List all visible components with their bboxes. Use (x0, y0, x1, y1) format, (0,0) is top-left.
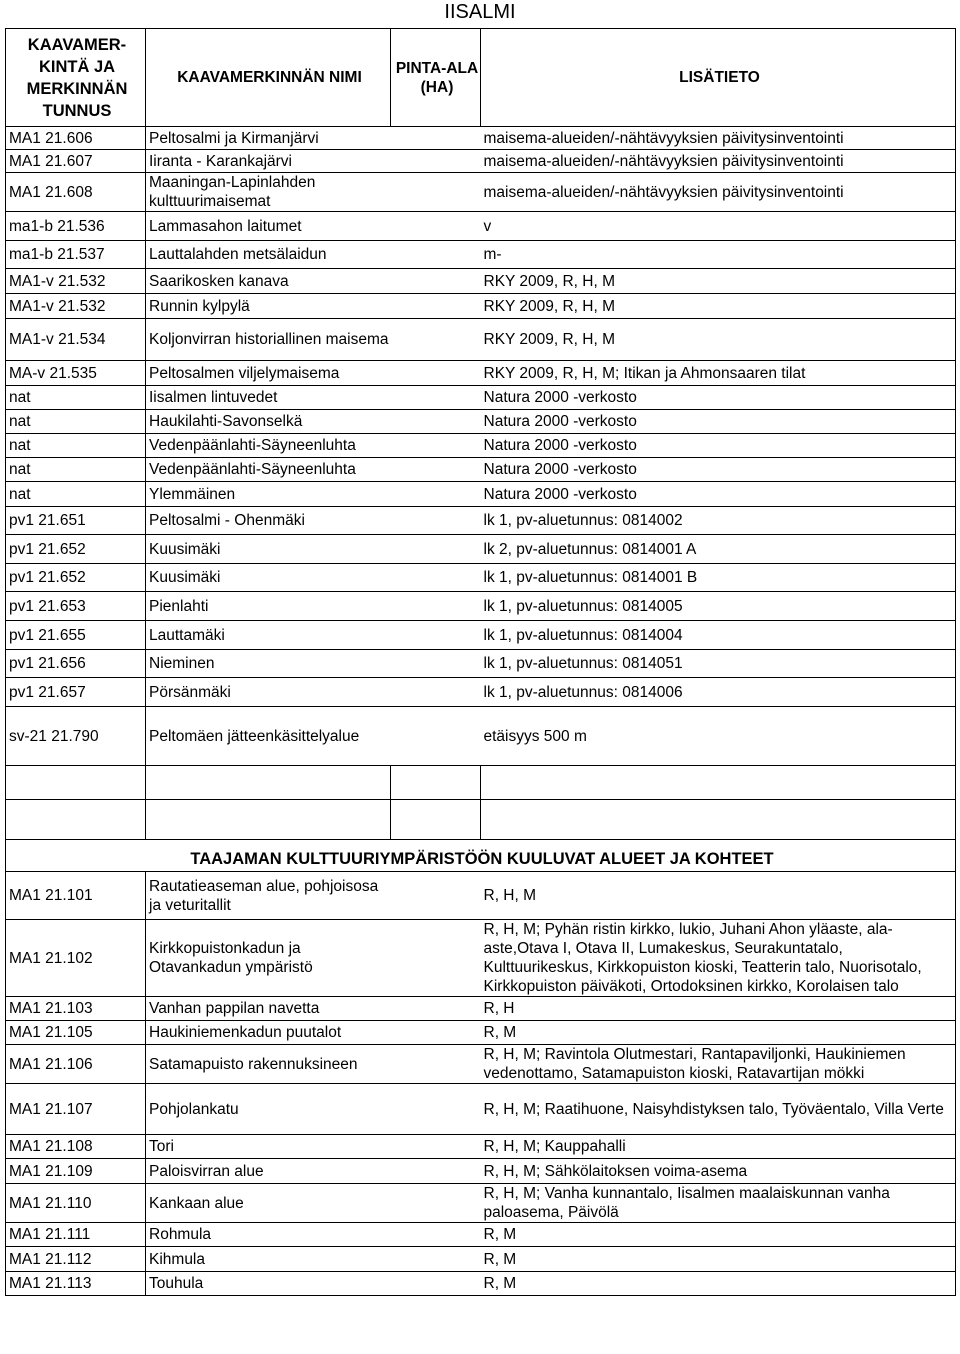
table-row (6, 1272, 956, 1296)
row-name: Vanhan pappilan navetta (146, 997, 391, 1021)
table-row (6, 319, 956, 361)
row-area (391, 482, 481, 507)
row-area (391, 127, 481, 150)
row-code: MA1 21.107 (6, 1084, 146, 1135)
row-code: MA1 21.607 (6, 150, 146, 173)
row-name: Runnin kylpylä (146, 294, 391, 319)
empty-row (6, 766, 956, 800)
row-code: MA1-v 21.534 (6, 319, 146, 361)
table-row (6, 1021, 956, 1045)
row-info: R, H, M; Ravintola Olutmestari, Rantapaviljonki, Haukiniemen vedenottamo, Satamapuiston kioski, Ratavartijan mökki (481, 1045, 956, 1084)
table-row (6, 212, 956, 241)
page-title: IISALMI (444, 1, 516, 23)
row-area (391, 997, 481, 1021)
row-name: Tori (146, 1135, 391, 1159)
row-info: R, H, M; Raatihuone, Naisyhdistyksen talo, Työväentalo, Villa Verte (481, 1084, 956, 1135)
row-area (391, 1045, 481, 1084)
row-area (391, 1159, 481, 1184)
table-row (6, 535, 956, 564)
row-info: Natura 2000 -verkosto (481, 434, 956, 458)
table-row (6, 127, 956, 150)
row-code: MA1 21.102 (6, 920, 146, 997)
row-info: R, H, M (481, 872, 956, 920)
row-area (391, 707, 481, 766)
row-name: Pohjolankatu (146, 1084, 391, 1135)
table-row (6, 1045, 956, 1084)
row-name: Kirkkopuistonkadun ja Otavankadun ympäristö (146, 920, 391, 997)
col-header-info: LISÄTIETO (481, 29, 956, 127)
row-area (391, 241, 481, 269)
row-info: R, M (481, 1272, 956, 1296)
row-area (391, 1247, 481, 1272)
row-info: lk 1, pv-aluetunnus: 0814051 (481, 650, 956, 678)
row-area (391, 678, 481, 707)
row-area (391, 212, 481, 241)
col-header-name: KAAVAMERKINNÄN NIMI (146, 29, 391, 127)
row-info: RKY 2009, R, H, M (481, 319, 956, 361)
empty-cell (481, 766, 956, 800)
row-info: Natura 2000 -verkosto (481, 458, 956, 482)
row-name: Koljonvirran historiallinen maisema (146, 319, 391, 361)
row-name: Haukilahti-Savonselkä (146, 410, 391, 434)
table-row (6, 361, 956, 386)
row-code: MA1 21.108 (6, 1135, 146, 1159)
row-area (391, 592, 481, 621)
row-code: MA1 21.608 (6, 173, 146, 212)
table-row (6, 434, 956, 458)
table-row (6, 482, 956, 507)
table-row (6, 410, 956, 434)
row-area (391, 507, 481, 535)
row-code: pv1 21.652 (6, 564, 146, 592)
row-code: pv1 21.652 (6, 535, 146, 564)
row-area (391, 920, 481, 997)
row-info: maisema-alueiden/-nähtävyyksien päivitysinventointi (481, 150, 956, 173)
row-code: MA1-v 21.532 (6, 294, 146, 319)
row-name: Rohmula (146, 1223, 391, 1247)
row-code: pv1 21.656 (6, 650, 146, 678)
row-code: pv1 21.655 (6, 621, 146, 650)
row-code: MA1 21.113 (6, 1272, 146, 1296)
row-code: nat (6, 434, 146, 458)
row-info: maisema-alueiden/-nähtävyyksien päivitysinventointi (481, 173, 956, 212)
empty-cell (146, 800, 391, 840)
row-info: R, H (481, 997, 956, 1021)
row-info: lk 1, pv-aluetunnus: 0814001 B (481, 564, 956, 592)
empty-cell (481, 800, 956, 840)
row-info: etäisyys 500 m (481, 707, 956, 766)
row-area (391, 621, 481, 650)
row-area (391, 872, 481, 920)
row-name: Peltomäen jätteenkäsittelyalue (146, 707, 391, 766)
row-name: Kankaan alue (146, 1184, 391, 1223)
row-name: Rautatieaseman alue, pohjoisosa ja veturitallit (146, 872, 391, 920)
row-name: Lammasahon laitumet (146, 212, 391, 241)
row-area (391, 1084, 481, 1135)
row-name: Peltosalmi ja Kirmanjärvi (146, 127, 391, 150)
row-area (391, 650, 481, 678)
row-name: Haukiniemenkadun puutalot (146, 1021, 391, 1045)
row-name: Lauttamäki (146, 621, 391, 650)
table-row (6, 150, 956, 173)
table-row (6, 1184, 956, 1223)
row-info: Natura 2000 -verkosto (481, 482, 956, 507)
table-row (6, 269, 956, 294)
empty-cell (146, 766, 391, 800)
row-name: Maaningan-Lapinlahden kulttuurimaisemat (146, 173, 391, 212)
row-area (391, 294, 481, 319)
row-code: nat (6, 458, 146, 482)
row-info: lk 1, pv-aluetunnus: 0814004 (481, 621, 956, 650)
row-area (391, 150, 481, 173)
row-name: Nieminen (146, 650, 391, 678)
row-info: Natura 2000 -verkosto (481, 410, 956, 434)
row-name: Lauttalahden metsälaidun (146, 241, 391, 269)
row-code: pv1 21.651 (6, 507, 146, 535)
row-code: MA1 21.110 (6, 1184, 146, 1223)
row-name: Kihmula (146, 1247, 391, 1272)
empty-cell (6, 766, 146, 800)
row-info: R, H, M; Pyhän ristin kirkko, lukio, Juhani Ahon yläaste, ala-aste,Otava I, Otava II, Lumakeskus, Seurakuntatalo, Kulttuurikeskus, Kirkkopuiston kioski, Teatterin talo, Nuorisotalo, Kirkkopuiston päiväkoti, Ortodoksinen kirkko, Korolaisen talo (481, 920, 956, 997)
row-code: MA1 21.111 (6, 1223, 146, 1247)
empty-cell (391, 800, 481, 840)
row-code: MA1 21.106 (6, 1045, 146, 1084)
row-name: Vedenpäänlahti-Säyneenluhta (146, 458, 391, 482)
row-area (391, 535, 481, 564)
row-area (391, 410, 481, 434)
table-row (6, 997, 956, 1021)
row-info: lk 1, pv-aluetunnus: 0814006 (481, 678, 956, 707)
row-name: Paloisvirran alue (146, 1159, 391, 1184)
row-area (391, 269, 481, 294)
row-info: R, M (481, 1247, 956, 1272)
row-info: v (481, 212, 956, 241)
table-row (6, 1247, 956, 1272)
row-name: Kuusimäki (146, 564, 391, 592)
row-area (391, 564, 481, 592)
row-code: pv1 21.653 (6, 592, 146, 621)
row-area (391, 1223, 481, 1247)
table-row (6, 1135, 956, 1159)
row-info: R, H, M; Vanha kunnantalo, Iisalmen maalaiskunnan vanha paloasema, Päivölä (481, 1184, 956, 1223)
row-name: Ylemmäinen (146, 482, 391, 507)
row-info: RKY 2009, R, H, M (481, 269, 956, 294)
row-info: R, M (481, 1021, 956, 1045)
section-title: TAAJAMAN KULTTUURIYMPÄRISTÖÖN KUULUVAT ALUEET JA KOHTEET (6, 840, 956, 872)
row-info: lk 1, pv-aluetunnus: 0814002 (481, 507, 956, 535)
row-name: Satamapuisto rakennuksineen (146, 1045, 391, 1084)
row-code: ma1-b 21.536 (6, 212, 146, 241)
row-name: Iisalmen lintuvedet (146, 386, 391, 410)
row-name: Kuusimäki (146, 535, 391, 564)
row-area (391, 319, 481, 361)
row-code: sv-21 21.790 (6, 707, 146, 766)
table-row (6, 564, 956, 592)
row-name: Iiranta - Karankajärvi (146, 150, 391, 173)
row-code: MA1 21.103 (6, 997, 146, 1021)
row-code: MA-v 21.535 (6, 361, 146, 386)
section-row (6, 840, 956, 872)
table-row (6, 507, 956, 535)
table-row (6, 592, 956, 621)
row-area (391, 1272, 481, 1296)
row-code: nat (6, 410, 146, 434)
row-area (391, 386, 481, 410)
col-header-code: KAAVAMER-KINTÄ JA MERKINNÄN TUNNUS (6, 29, 146, 127)
row-code: MA1 21.105 (6, 1021, 146, 1045)
row-code: MA1 21.112 (6, 1247, 146, 1272)
row-area (391, 458, 481, 482)
row-info: RKY 2009, R, H, M; Itikan ja Ahmonsaaren tilat (481, 361, 956, 386)
col-header-area: PINTA-ALA (HA) (391, 29, 481, 127)
row-code: MA1 21.606 (6, 127, 146, 150)
row-code: MA1 21.109 (6, 1159, 146, 1184)
table-row (6, 1084, 956, 1135)
row-name: Pienlahti (146, 592, 391, 621)
row-name: Vedenpäänlahti-Säyneenluhta (146, 434, 391, 458)
row-code: nat (6, 386, 146, 410)
table-row (6, 173, 956, 212)
row-area (391, 361, 481, 386)
table-row (6, 1159, 956, 1184)
empty-row (6, 800, 956, 840)
row-info: R, M (481, 1223, 956, 1247)
row-name: Peltosalmen viljelymaisema (146, 361, 391, 386)
row-name: Pörsänmäki (146, 678, 391, 707)
row-code: MA1-v 21.532 (6, 269, 146, 294)
table-row (6, 241, 956, 269)
table-row (6, 678, 956, 707)
table-row (6, 294, 956, 319)
row-code: pv1 21.657 (6, 678, 146, 707)
inventory-table (5, 28, 956, 1296)
row-info: R, H, M; Kauppahalli (481, 1135, 956, 1159)
row-name: Saarikosken kanava (146, 269, 391, 294)
table-row (6, 1223, 956, 1247)
row-info: m- (481, 241, 956, 269)
empty-cell (6, 800, 146, 840)
table-row (6, 872, 956, 920)
table-row (6, 707, 956, 766)
row-area (391, 434, 481, 458)
table-row (6, 621, 956, 650)
row-area (391, 1135, 481, 1159)
row-code: nat (6, 482, 146, 507)
row-name: Peltosalmi - Ohenmäki (146, 507, 391, 535)
row-area (391, 1021, 481, 1045)
row-info: maisema-alueiden/-nähtävyyksien päivitysinventointi (481, 127, 956, 150)
row-info: lk 2, pv-aluetunnus: 0814001 A (481, 535, 956, 564)
row-area (391, 173, 481, 212)
table-row (6, 920, 956, 997)
table-row (6, 386, 956, 410)
row-code: MA1 21.101 (6, 872, 146, 920)
row-name: Touhula (146, 1272, 391, 1296)
table-header-row (6, 29, 956, 127)
row-info: Natura 2000 -verkosto (481, 386, 956, 410)
table-row (6, 650, 956, 678)
row-info: R, H, M; Sähkölaitoksen voima-asema (481, 1159, 956, 1184)
row-info: lk 1, pv-aluetunnus: 0814005 (481, 592, 956, 621)
row-area (391, 1184, 481, 1223)
row-info: RKY 2009, R, H, M (481, 294, 956, 319)
row-code: ma1-b 21.537 (6, 241, 146, 269)
table-row (6, 458, 956, 482)
empty-cell (391, 766, 481, 800)
